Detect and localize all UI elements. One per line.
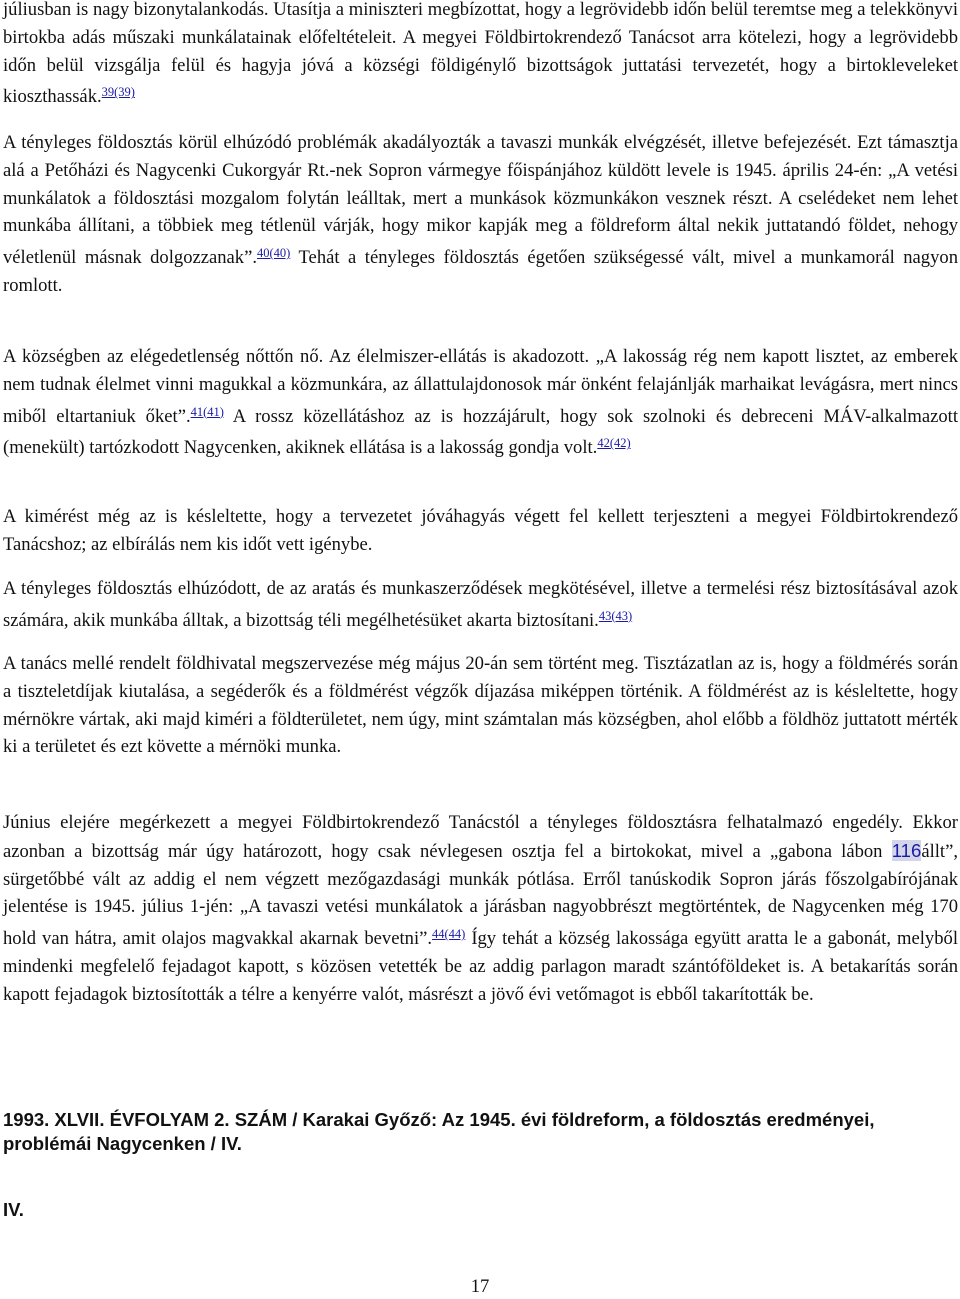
footnote-link[interactable]: 39(39) — [101, 85, 135, 100]
paragraph-text: Tehát a tényleges földosztás égetően szükségessé vált, mivel a munkamorál nagyon romlott. — [3, 247, 958, 296]
paragraph-6 — [3, 650, 958, 761]
footnote-link[interactable]: 43(43) — [598, 608, 633, 623]
paragraph-4 — [3, 503, 958, 559]
footnote-link[interactable]: 41(41) — [190, 404, 224, 419]
paragraph-text: állt”, sürgetőbbé vált az addig el nem végzett mezőgazdasági munkák pótlása. Erről tanúskodik Sopron járás főszolgabírójának jelentése is 1945. július 1-jén: „A tavaszi vetési munkálatok a járásban nagyobbrészt megtörténtek, de Nagycenken még 170 hold van hátra, amit olajos magvakkal akarnak bevetni”. — [3, 840, 958, 950]
footnote-link[interactable]: 44(44) — [432, 927, 466, 942]
paragraph-5 — [3, 575, 958, 635]
paragraph-3 — [3, 343, 958, 462]
paragraph-text: júliusban is nagy bizonytalankodás. Utasítja a miniszteri megbízottat, hogy a legrövidebb időn belül teremtse meg a telekkönyvi birtokba adás műszaki munkálatainak előfeltételeit. A megyei Földbirtokrendező Tanácsot arra kötelezi, hogy a legrövidebb időn belül vizsgálja felül és hagyja jóvá a községi földigénylő bizottságok juttatási tervezetét, hogy a birtokleveleket kioszthassák. — [3, 0, 958, 108]
paragraph-7 — [3, 809, 958, 1009]
page-number: 17 — [470, 1276, 490, 1297]
paragraph-1 — [3, 0, 958, 111]
running-title: 1993. XLVII. ÉVFOLYAM 2. SZÁM / Karakai Győző: Az 1945. évi földreform, a földosztás eredményei, problémái Nagycenken / IV. — [3, 1109, 875, 1154]
paragraph-text: A tényleges földosztás körül elhúzódó problémák akadályozták a tavaszi munkák elvégzését, illetve befejezését. Ezt támasztja alá a Petőházi és Nagycenki Cukorgyár Rt.-nek Sopron vármegye főispánjához küldött levele is 1945. április 24-én: „A vetési munkálatok a földosztási mozgalom folytán leálltak, mert a munkások közmunkákon vesznek részt. A cselédeket nem lehet munkába állítani, a többiek meg tétlenül várják, hogy mikor kapják meg a földreform által nekik juttatandó földet, nehogy véletlenül másnak dolgozzanak”. — [3, 132, 958, 269]
footnote-link[interactable]: 42(42) — [597, 436, 631, 451]
section-heading: IV. — [3, 1199, 24, 1220]
page-marker-highlight[interactable]: 116 — [891, 839, 922, 861]
paragraph-text: A rossz közellátáshoz az is hozzájárult, hogy sok szolnoki és debreceni MÁV-alkalmazott (menekült) tartózkodott Nagycenken, akiknek ellátása is a lakosság gondja volt. — [3, 405, 958, 459]
paragraph-2 — [3, 129, 958, 300]
paragraph-text: A tényleges földosztás elhúzódott, de az aratás és munkaszerződések megkötésével, illetve a termelési rész biztosításával azok számára, akik munkába álltak, a bizottság téli megélhetésüket akarta biztosítani. — [3, 578, 958, 631]
paragraph-text: A községben az elégedetlenség nőttőn nő. Az élelmiszer-ellátás is akadozott. „A lakosság rég nem kapott lisztet, az emberek nem tudnak élelmet vinni magukkal a közmunkára, az állattulajdonosok már önként felajánlják marhaikat levágásra, mert nincs miből eltartaniuk őket”. — [3, 346, 958, 427]
paragraph-text: A tanács mellé rendelt földhivatal megszervezése még május 20-án sem történt meg. Tisztázatlan az is, hogy a földmérés során a tiszteletdíjak kiutalása, a segéderők és a földmérést végzők díjazása miképpen történik. A földmérést az is késleltette, hogy mérnökre vártak, aki majd kiméri a földterületet, nem úgy, mint számtalan más községben, ahol előbb a földhöz juttatott mérték ki a területet és ezt követte a mérnöki munka. — [3, 653, 958, 758]
paragraph-text: A kimérést még az is késleltette, hogy a tervezetet jóváhagyás végett fel kellett terjeszteni a megyei Földbirtokrendező Tanácshoz; az elbírálás nem kis időt vett igénybe. — [3, 506, 958, 555]
paragraph-text: Június elejére megérkezett a megyei Földbirtokrendező Tanácstól a tényleges földosztásra felhatalmazó engedély. Ekkor azonban a bizottság már úgy határozott, hogy csak névlegesen osztja fel a birtokokat, mivel a „gabona lábon — [3, 812, 958, 862]
paragraph-text: Így tehát a község lakossága együtt aratta le a gabonát, melyből mindenki megfelelő fejadagot kapott, s közösen vetették be az addig parlagon maradt szántóföldeket is. A betakarítás során kapott fejadagok biztosították a télre a kenyérre valót, másrészt a jövő évi vetőmagot is ebből takarították be. — [3, 928, 958, 1005]
footnote-link[interactable]: 40(40) — [257, 246, 291, 261]
